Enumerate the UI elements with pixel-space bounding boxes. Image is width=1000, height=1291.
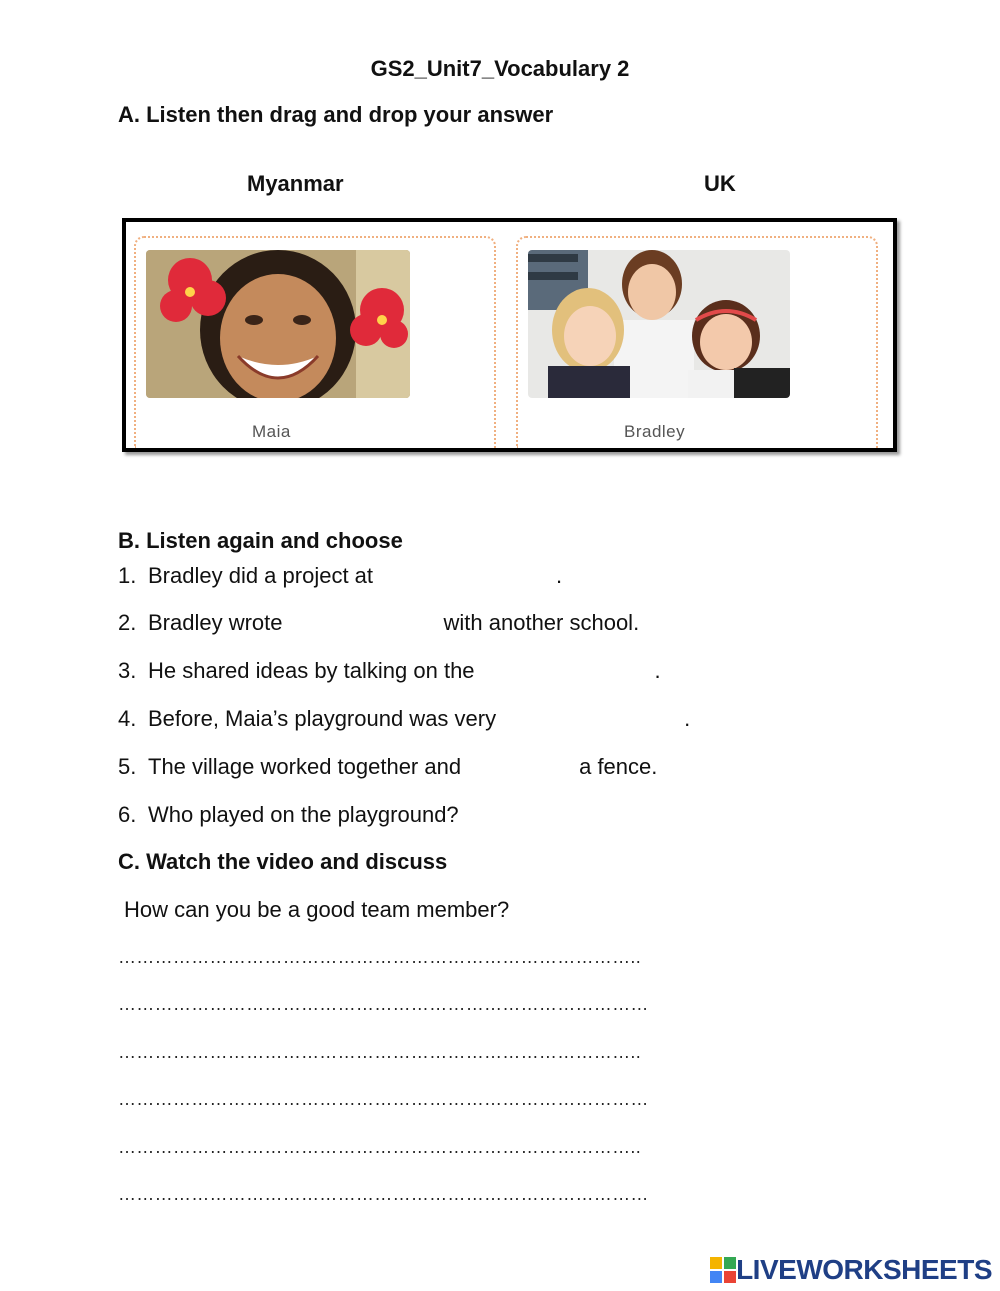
column-label-uk: UK (704, 171, 736, 196)
answer-line-1[interactable]: ………………………………………………………………………….. (118, 947, 642, 967)
section-c-heading: C. Watch the video and discuss (118, 849, 448, 874)
section-a-heading: A. Listen then drag and drop your answer (118, 102, 554, 127)
liveworksheets-logo-icon (710, 1257, 736, 1283)
question-5: 5. The village worked together and a fence. (118, 754, 658, 779)
card-caption-maia: Maia (252, 422, 291, 441)
girl-with-red-flowers-photo (146, 250, 410, 398)
answer-line-5[interactable]: ………………………………………………………………………….. (118, 1137, 642, 1157)
drag-drop-frame (122, 218, 897, 452)
section-b-heading: B. Listen again and choose (118, 528, 403, 553)
question-1: 1. Bradley did a project at . (118, 563, 563, 588)
question-2: 2. Bradley wrote with another school. (118, 610, 640, 635)
question-4: 4. Before, Maia’s playground was very . (118, 706, 691, 731)
drop-zone-uk[interactable] (516, 236, 878, 448)
drop-zone-myanmar[interactable] (134, 236, 496, 448)
page-title: GS2_Unit7_Vocabulary 2 (370, 56, 630, 81)
discussion-prompt: How can you be a good team member? (124, 897, 510, 922)
logo-text: LIVEWORKSHEETS (736, 1254, 992, 1285)
answer-line-6[interactable]: …………………………………………………………………………… (118, 1184, 649, 1204)
liveworksheets-logo (710, 1254, 992, 1286)
answer-line-4[interactable]: …………………………………………………………………………… (118, 1089, 649, 1109)
answer-line-3[interactable]: ………………………………………………………………………….. (118, 1042, 642, 1062)
card-caption-bradley: Bradley (624, 422, 686, 441)
question-6: 6. Who played on the playground? (118, 802, 459, 827)
column-label-myanmar: Myanmar (247, 171, 344, 196)
answer-line-2[interactable]: …………………………………………………………………………… (118, 994, 649, 1014)
children-at-computer-photo (528, 250, 790, 398)
question-3: 3. He shared ideas by talking on the . (118, 658, 661, 683)
